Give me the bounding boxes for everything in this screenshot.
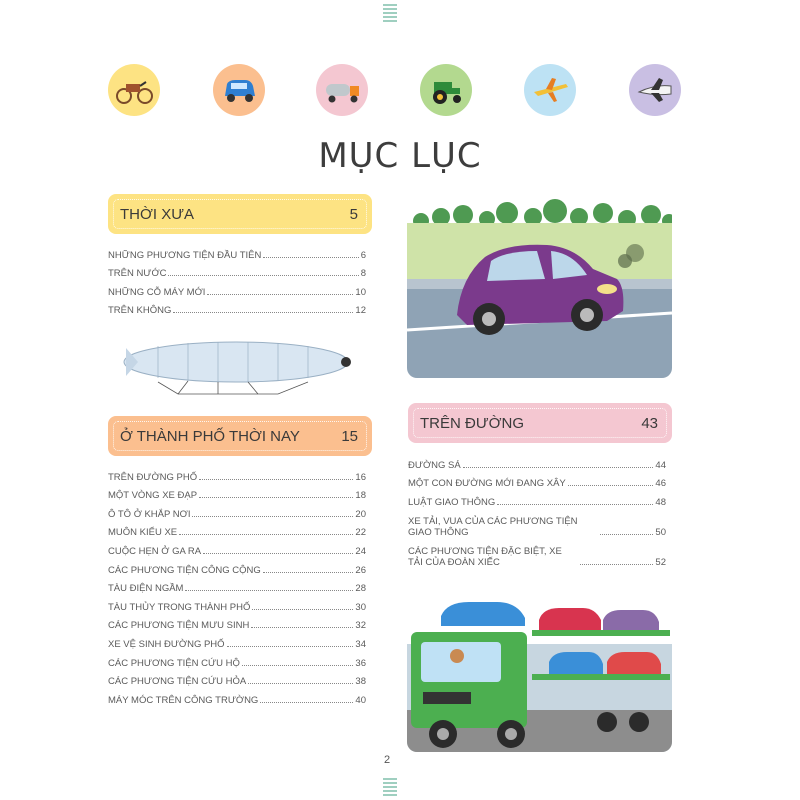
toc-list-thanh-pho (108, 464, 366, 706)
page-number: 2 (384, 754, 391, 766)
section-label: TRÊN ĐƯỜNG (420, 414, 525, 432)
tractor-icon (420, 64, 472, 116)
toc-list-tren-duong (408, 452, 666, 568)
car-icon (213, 64, 265, 116)
toc-entry[interactable]: TÀU THỦY TRONG THÀNH PHỐ 30 (108, 601, 366, 613)
toc-entry[interactable]: MỘT CON ĐƯỜNG MỚI ĐANG XÂY 46 (408, 478, 666, 490)
toc-entry[interactable]: MUÔN KIỂU XE 22 (108, 527, 366, 539)
section-page: 5 (349, 205, 358, 223)
car-carrier-truck-illustration (407, 592, 672, 752)
toc-entry[interactable]: TÀU ĐIỆN NGẦM 28 (108, 583, 366, 595)
section-page: 43 (641, 414, 658, 432)
binding-marks-bottom (383, 778, 397, 796)
section-header-tren-duong[interactable] (408, 403, 672, 443)
page-title: MỤC LỤC (318, 136, 482, 176)
airplane-icon (524, 64, 576, 116)
toc-entry[interactable]: MỘT VÒNG XE ĐẠP 18 (108, 490, 366, 502)
toc-entry[interactable]: CUỘC HẸN Ở GA RA 24 (108, 545, 366, 557)
toc-entry[interactable]: NHỮNG PHƯƠNG TIỆN ĐẦU TIÊN 6 (108, 249, 366, 261)
toc-entry[interactable]: MÁY MÓC TRÊN CÔNG TRƯỜNG 40 (108, 694, 366, 706)
section-label: THỜI XƯA (120, 205, 195, 223)
toc-entry[interactable]: XE VỆ SINH ĐƯỜNG PHỐ 34 (108, 638, 366, 650)
binding-marks-top (383, 4, 397, 22)
category-icon-row (0, 64, 800, 118)
space-shuttle-icon (629, 64, 681, 116)
toc-entry[interactable]: TRÊN KHÔNG 12 (108, 305, 366, 317)
toc-entry[interactable]: CÁC PHƯƠNG TIỆN MƯU SINH 32 (108, 620, 366, 632)
toc-entry[interactable]: CÁC PHƯƠNG TIỆN CỨU HỘ 36 (108, 657, 366, 669)
section-label: Ở THÀNH PHỐ THỜI NAY (120, 427, 300, 445)
old-bicycle-car-icon (108, 64, 160, 116)
toc-entry[interactable]: NHỮNG CỖ MÁY MỚI 10 (108, 286, 366, 298)
purple-car-illustration (407, 195, 672, 378)
section-page: 15 (341, 427, 358, 445)
section-header-thanh-pho[interactable] (108, 416, 372, 456)
toc-entry[interactable]: TRÊN ĐƯỜNG PHỐ 16 (108, 471, 366, 483)
toc-entry[interactable]: CÁC PHƯƠNG TIỆN ĐẶC BIỆT, XE TẢI CỦA ĐOÀN XIẾC 52 (408, 545, 666, 568)
toc-entry[interactable]: CÁC PHƯƠNG TIỆN CÔNG CỘNG 26 (108, 564, 366, 576)
zeppelin-illustration (118, 336, 358, 406)
tanker-truck-icon (316, 64, 368, 116)
toc-list-thoi-xua (108, 242, 366, 316)
toc-entry[interactable]: XE TẢI, VUA CỦA CÁC PHƯƠNG TIỆN GIAO THÔNG 50 (408, 515, 666, 538)
section-header-thoi-xua[interactable] (108, 194, 372, 234)
toc-entry[interactable]: ĐƯỜNG SÁ 44 (408, 459, 666, 471)
toc-entry[interactable]: TRÊN NƯỚC 8 (108, 268, 366, 280)
toc-entry[interactable]: CÁC PHƯƠNG TIỆN CỨU HỎA 38 (108, 676, 366, 688)
toc-entry[interactable]: Ô TÔ Ở KHẮP NƠI 20 (108, 508, 366, 520)
toc-entry[interactable]: LUẬT GIAO THÔNG 48 (408, 496, 666, 508)
